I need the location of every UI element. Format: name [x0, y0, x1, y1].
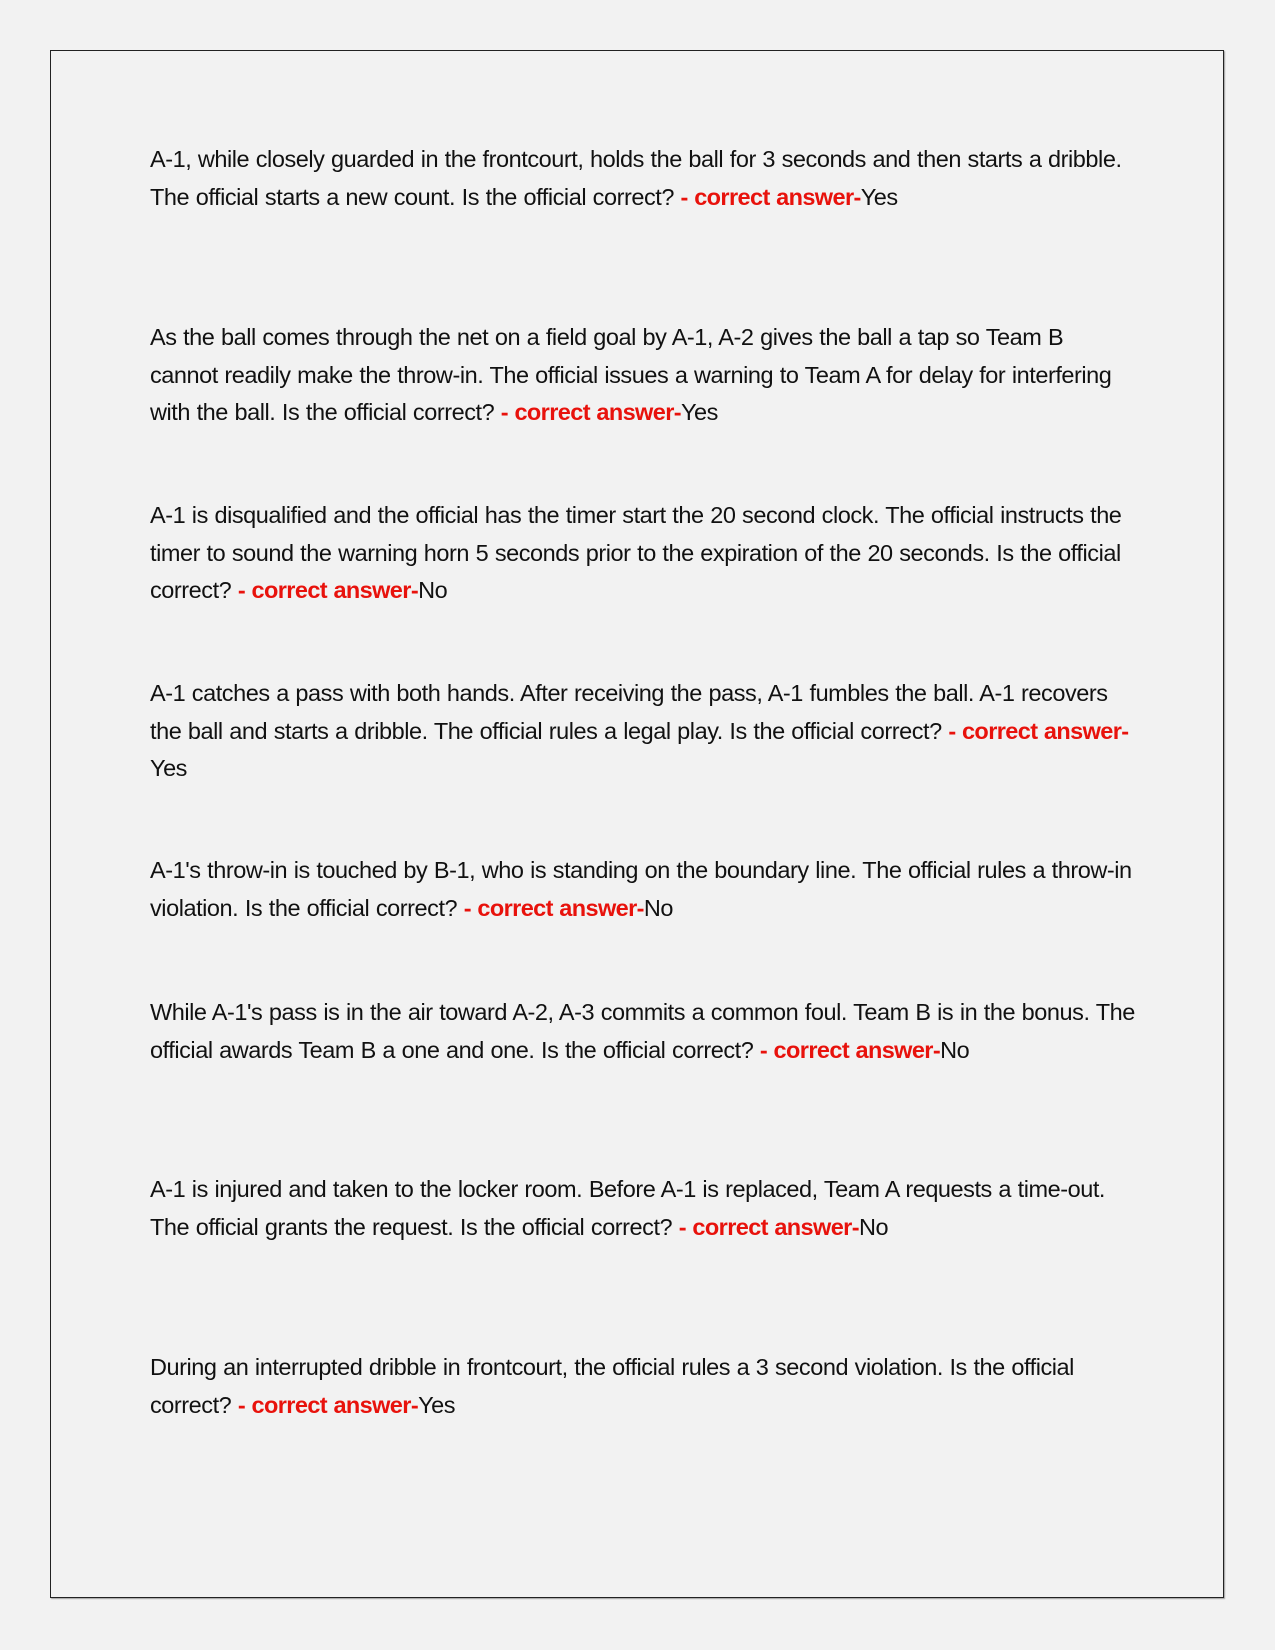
qa-item-7	[150, 1171, 1135, 1246]
answer-label: - correct answer-	[237, 577, 419, 603]
question-text: A-1 is injured and taken to the locker room. Before A-1 is replaced, Team A requests a time-out. The official grants the request. Is the official correct?	[150, 1176, 1105, 1240]
qa-item-1	[150, 141, 1135, 216]
question-text: While A-1's pass is in the air toward A-2, A-3 commits a common foul. Team B is in the bonus. The official awards Team B a one and one. Is the official correct?	[150, 999, 1135, 1063]
qa-item-8	[150, 1349, 1135, 1424]
answer-label: - correct answer-	[500, 399, 681, 425]
question-text: A-1, while closely guarded in the frontcourt, holds the ball for 3 seconds and then starts a dribble. The official starts a new count. Is the official correct?	[150, 146, 1122, 210]
answer-value: Yes	[680, 399, 718, 425]
answer-label: - correct answer-	[948, 717, 1129, 744]
answer-value: No	[418, 577, 448, 603]
question-text: A-1 is disqualified and the official has the timer start the 20 second clock. The official instructs the timer to sound the warning horn 5 seconds prior to the expiration of the 20 seconds. Is the official correct?	[150, 502, 1122, 603]
question-text: During an interrupted dribble in frontcourt, the official rules a 3 second violation. Is the official correct?	[150, 1354, 1074, 1418]
qa-item-5	[150, 852, 1135, 927]
answer-value: Yes	[150, 755, 187, 781]
answer-value: No	[643, 894, 674, 921]
question-text: As the ball comes through the net on a field goal by A-1, A-2 gives the ball a tap so Team B cannot readily make the throw-in. The official issues a warning to Team A for delay for interfering with the ball. Is the official correct?	[150, 324, 1112, 425]
answer-value: No	[940, 1036, 970, 1063]
question-text: A-1 catches a pass with both hands. After receiving the pass, A-1 fumbles the ball. A-1 recovers the ball and starts a dribble. The official rules a legal play. Is the official correct?	[150, 680, 1108, 744]
qa-item-3	[150, 497, 1135, 610]
answer-label: - correct answer-	[678, 1213, 859, 1240]
answer-label: - correct answer-	[463, 894, 644, 921]
qa-item-2	[150, 319, 1135, 432]
qa-item-4	[150, 675, 1135, 788]
answer-label: - correct answer-	[680, 183, 861, 210]
answer-value: Yes	[418, 1391, 456, 1418]
qa-item-6	[150, 994, 1135, 1069]
answer-label: - correct answer-	[237, 1391, 419, 1418]
answer-value: Yes	[860, 183, 898, 210]
answer-value: No	[858, 1213, 889, 1240]
answer-label: - correct answer-	[759, 1036, 941, 1063]
question-text: A-1's throw-in is touched by B-1, who is standing on the boundary line. The official rules a throw-in violation. Is the official correct?	[150, 857, 1132, 921]
